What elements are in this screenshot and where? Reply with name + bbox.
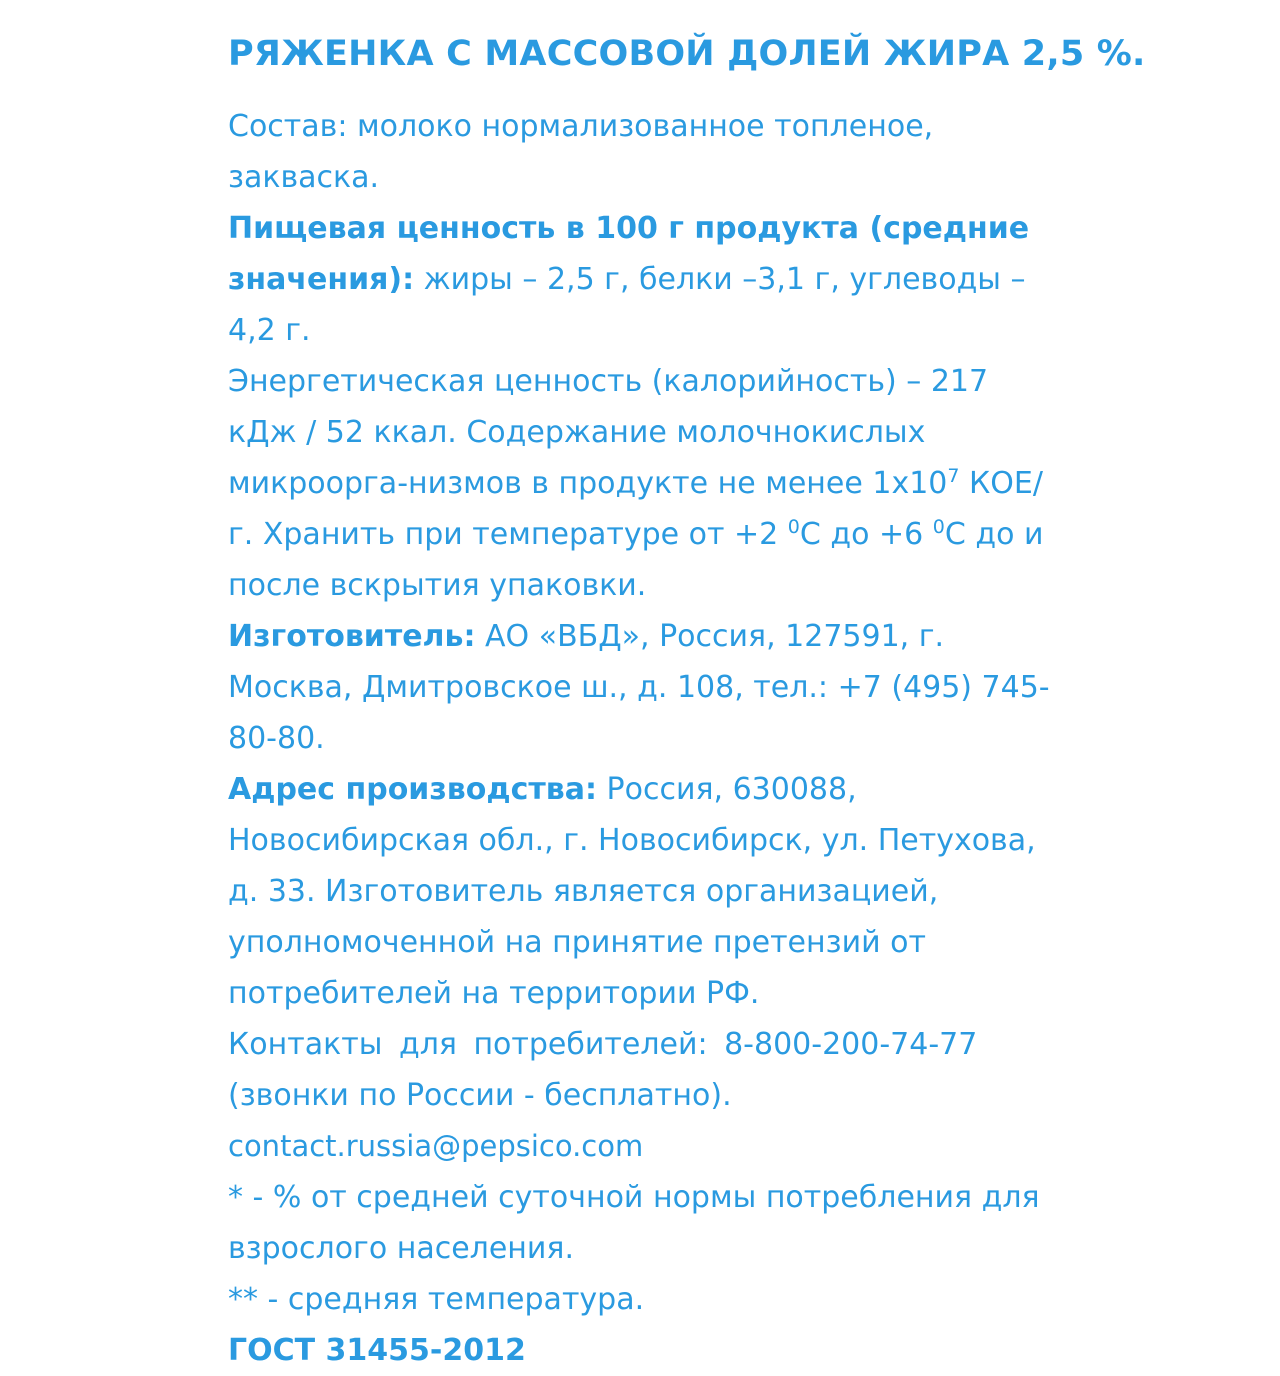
energy-text-part2: КОЕ/г. Хранить при температуре от +2 (228, 466, 1043, 553)
contact-email-line (228, 1121, 1052, 1172)
footnote-average-temperature-text: ** - средняя температура. (228, 1282, 645, 1318)
production-address-block (228, 764, 1052, 1019)
gost-standard-text: ГОСТ 31455-2012 (228, 1333, 526, 1369)
energy-text-part1: Энергетическая ценность (калорийность) – 217 кДж / 52 ккал. Содержание молочнокислых микроорга-низмов в продукте не менее 1х10 (228, 364, 989, 502)
energy-text-part4: С до и после вскрытия упаковки. (228, 517, 1044, 604)
nutrition-block (228, 203, 1052, 356)
energy-exponent: 7 (947, 465, 960, 488)
manufacturer-block (228, 611, 1052, 764)
footnote-daily-value-text: * - % от средней суточной нормы потребления для взрослого населения. (228, 1180, 1040, 1267)
degree-symbol-upper: 0 (932, 516, 945, 539)
page-title: РЯЖЕНКА С МАССОВОЙ ДОЛЕЙ ЖИРА 2,5 %. (228, 34, 1146, 74)
composition-text: Состав: молоко нормализованное топленое, закваска. (228, 109, 934, 196)
nutrition-label: Пищевая ценность в 100 г продукта (средние значения): (228, 211, 1030, 298)
consumer-contacts-line (228, 1019, 1052, 1070)
consumer-contacts-note-text: (звонки по России - бесплатно). (228, 1078, 732, 1114)
energy-storage-block (228, 356, 1052, 611)
degree-symbol-lower: 0 (787, 516, 800, 539)
footnote-average-temperature (228, 1274, 1052, 1325)
consumer-contacts-note (228, 1070, 1052, 1121)
footnote-daily-value (228, 1172, 1052, 1274)
nutrition-values: жиры – 2,5 г, белки –3,1 г, углеводы – 4,2 г. (228, 262, 1026, 349)
manufacturer-value: АО «ВБД», Россия, 127591, г. Москва, Дмитровское ш., д. 108, тел.: +7 (495) 745-80-80. (228, 619, 1050, 757)
production-address-value: Россия, 630088, Новосибирская обл., г. Новосибирск, ул. Петухова, д. 33. Изготовитель является организацией, уполномоченной на принятие претензий от потребителей на территории РФ. (228, 772, 1036, 1012)
production-address-label: Адрес производства: (228, 772, 597, 808)
gost-standard-line (228, 1325, 1052, 1376)
label-body (228, 101, 1052, 1376)
contact-email-text: contact.russia@pepsico.com (228, 1129, 644, 1164)
energy-text-part3: С до +6 (799, 517, 933, 553)
consumer-contacts-text: Контакты для потребителей: 8-800-200-74-77 (228, 1027, 978, 1063)
composition-line (228, 101, 1052, 203)
manufacturer-label: Изготовитель: (228, 619, 476, 655)
